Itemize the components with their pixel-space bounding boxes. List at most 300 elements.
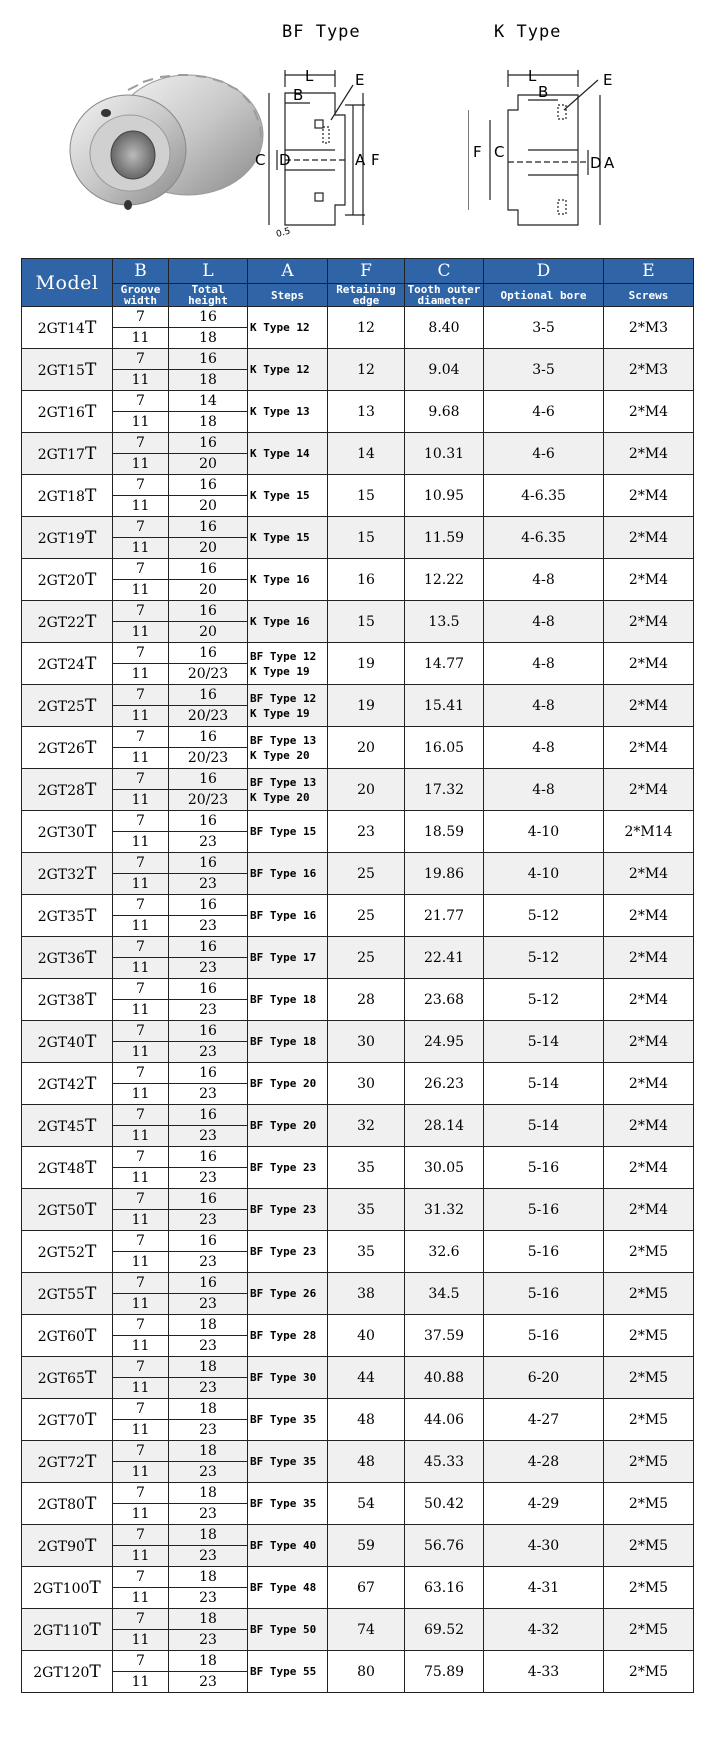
retaining-edge-cell: 48	[328, 1399, 405, 1441]
screws-cell: 2*M5	[604, 1525, 694, 1567]
groove-width-cell: 7	[113, 517, 169, 538]
groove-width-cell: 7	[113, 1525, 169, 1546]
optional-bore-cell: 4-30	[484, 1525, 604, 1567]
screws-cell: 2*M4	[604, 979, 694, 1021]
model-name: 2GT42	[37, 1076, 85, 1093]
tooth-outer-diameter-cell: 44.06	[405, 1399, 484, 1441]
groove-width-cell: 11	[113, 874, 169, 895]
total-height-cell: 23	[169, 1084, 248, 1105]
steps-value: K Type 19	[250, 664, 310, 678]
optional-bore-cell: 5-16	[484, 1231, 604, 1273]
total-height-cell: 16	[169, 1273, 248, 1294]
groove-width-cell: 7	[113, 601, 169, 622]
total-height-cell: 20	[169, 538, 248, 559]
groove-width-cell: 7	[113, 1273, 169, 1294]
optional-bore-cell: 5-14	[484, 1105, 604, 1147]
dim-d-label: D	[590, 154, 602, 172]
screws-cell: 2*M4	[604, 643, 694, 685]
groove-width-cell: 7	[113, 895, 169, 916]
model-suffix: T	[84, 443, 97, 464]
total-height-cell: 23	[169, 1336, 248, 1357]
model-cell	[22, 559, 113, 601]
steps-value: BF Type 13	[250, 775, 317, 789]
table-row	[22, 307, 694, 328]
groove-width-cell: 7	[113, 979, 169, 1000]
screws-cell: 2*M4	[604, 727, 694, 769]
model-cell	[22, 1357, 113, 1399]
groove-width-cell: 11	[113, 496, 169, 517]
groove-width-cell: 7	[113, 727, 169, 748]
groove-width-cell: 7	[113, 559, 169, 580]
screws-cell: 2*M4	[604, 1021, 694, 1063]
retaining-edge-cell: 35	[328, 1147, 405, 1189]
model-cell	[22, 1273, 113, 1315]
screws-cell: 2*M5	[604, 1315, 694, 1357]
table-row	[22, 1609, 694, 1630]
optional-bore-cell: 4-8	[484, 769, 604, 811]
model-suffix: T	[84, 947, 97, 968]
optional-bore-cell: 5-16	[484, 1315, 604, 1357]
steps-cell	[248, 1063, 328, 1105]
groove-width-cell: 11	[113, 916, 169, 937]
steps-value: BF Type 55	[250, 1665, 317, 1678]
total-height-cell: 18	[169, 412, 248, 433]
dim-f-label: F	[371, 151, 380, 169]
groove-width-cell: 11	[113, 1672, 169, 1693]
steps-cell	[248, 601, 328, 643]
total-height-cell: 16	[169, 1105, 248, 1126]
groove-width-cell: 11	[113, 832, 169, 853]
steps-value: BF Type 35	[250, 1497, 317, 1510]
retaining-edge-cell: 15	[328, 517, 405, 559]
table-row	[22, 1063, 694, 1084]
steps-cell	[248, 307, 328, 349]
screws-cell: 2*M4	[604, 1147, 694, 1189]
groove-width-cell: 7	[113, 1021, 169, 1042]
optional-bore-cell: 4-27	[484, 1399, 604, 1441]
steps-cell	[248, 1483, 328, 1525]
steps-value: BF Type 35	[250, 1455, 317, 1468]
retaining-edge-cell: 30	[328, 1021, 405, 1063]
table-row	[22, 1021, 694, 1042]
model-name: 2GT50	[37, 1202, 85, 1219]
steps-cell	[248, 349, 328, 391]
model-cell	[22, 769, 113, 811]
steps-cell	[248, 685, 328, 727]
screws-cell: 2*M4	[604, 559, 694, 601]
steps-cell	[248, 1567, 328, 1609]
model-cell	[22, 1231, 113, 1273]
steps-cell	[248, 1189, 328, 1231]
model-name: 2GT72	[37, 1454, 85, 1471]
table-row	[22, 1525, 694, 1546]
optional-bore-cell: 4-32	[484, 1609, 604, 1651]
retaining-edge-cell: 32	[328, 1105, 405, 1147]
model-name: 2GT28	[37, 782, 85, 799]
groove-width-cell: 11	[113, 538, 169, 559]
groove-width-cell: 11	[113, 1252, 169, 1273]
tooth-outer-diameter-cell: 8.40	[405, 307, 484, 349]
tooth-outer-diameter-cell: 23.68	[405, 979, 484, 1021]
groove-width-cell: 7	[113, 307, 169, 328]
model-suffix: T	[89, 1661, 101, 1682]
dim-l-label: L	[528, 67, 537, 85]
total-height-cell: 23	[169, 1588, 248, 1609]
model-cell	[22, 1483, 113, 1525]
total-height-cell: 16	[169, 349, 248, 370]
steps-cell	[248, 433, 328, 475]
steps-value: BF Type 18	[250, 1035, 317, 1048]
dim-e-label: E	[355, 71, 365, 89]
tooth-outer-diameter-cell: 45.33	[405, 1441, 484, 1483]
steps-value: BF Type 35	[250, 1413, 317, 1426]
steps-value: BF Type 30	[250, 1371, 317, 1384]
retaining-edge-cell: 59	[328, 1525, 405, 1567]
retaining-edge-cell: 13	[328, 391, 405, 433]
optional-bore-cell: 4-29	[484, 1483, 604, 1525]
steps-value: K Type 12	[250, 363, 310, 376]
bf-type-title: BF Type	[282, 22, 361, 42]
optional-bore-cell: 6-20	[484, 1357, 604, 1399]
groove-width-cell: 11	[113, 790, 169, 811]
dim-f-label: F	[473, 143, 482, 161]
groove-width-cell: 11	[113, 1420, 169, 1441]
groove-width-cell: 11	[113, 1546, 169, 1567]
total-height-cell: 16	[169, 853, 248, 874]
model-name: 2GT22	[37, 614, 85, 631]
model-name: 2GT45	[37, 1118, 85, 1135]
model-suffix: T	[84, 1199, 97, 1220]
groove-width-cell: 7	[113, 1147, 169, 1168]
total-height-cell: 23	[169, 958, 248, 979]
table-row	[22, 1441, 694, 1462]
table-row	[22, 517, 694, 538]
steps-value: BF Type 16	[250, 867, 317, 880]
optional-bore-cell: 3-5	[484, 349, 604, 391]
table-row	[22, 433, 694, 454]
groove-width-cell: 11	[113, 1378, 169, 1399]
model-suffix: T	[84, 1367, 97, 1388]
model-cell	[22, 1021, 113, 1063]
groove-width-cell: 11	[113, 1630, 169, 1651]
total-height-cell: 18	[169, 1525, 248, 1546]
tooth-outer-diameter-cell: 63.16	[405, 1567, 484, 1609]
total-height-cell: 16	[169, 517, 248, 538]
groove-width-cell: 11	[113, 1210, 169, 1231]
tooth-outer-diameter-cell: 37.59	[405, 1315, 484, 1357]
model-suffix: T	[84, 1031, 97, 1052]
total-height-cell: 20	[169, 454, 248, 475]
model-cell	[22, 1399, 113, 1441]
steps-cell	[248, 1105, 328, 1147]
model-name: 2GT52	[37, 1244, 85, 1261]
groove-width-cell: 11	[113, 1084, 169, 1105]
total-height-cell: 20/23	[169, 748, 248, 769]
total-height-cell: 16	[169, 1147, 248, 1168]
groove-width-cell: 7	[113, 1441, 169, 1462]
model-cell	[22, 1609, 113, 1651]
model-suffix: T	[84, 1493, 97, 1514]
optional-bore-cell: 5-16	[484, 1273, 604, 1315]
model-cell	[22, 1147, 113, 1189]
groove-width-cell: 7	[113, 937, 169, 958]
dim-note-label: 0.5	[275, 226, 292, 240]
steps-value: K Type 16	[250, 573, 310, 586]
tooth-outer-diameter-cell: 10.95	[405, 475, 484, 517]
tooth-outer-diameter-cell: 11.59	[405, 517, 484, 559]
steps-cell	[248, 1021, 328, 1063]
total-height-cell: 23	[169, 1042, 248, 1063]
header-steps: Steps	[248, 284, 328, 307]
screws-cell: 2*M5	[604, 1483, 694, 1525]
table-row	[22, 937, 694, 958]
header-b: B	[113, 259, 169, 284]
total-height-cell: 18	[169, 1567, 248, 1588]
steps-cell	[248, 391, 328, 433]
total-height-cell: 16	[169, 979, 248, 1000]
screws-cell: 2*M4	[604, 475, 694, 517]
model-cell	[22, 1315, 113, 1357]
total-height-cell: 23	[169, 1504, 248, 1525]
retaining-edge-cell: 14	[328, 433, 405, 475]
model-suffix: T	[84, 527, 97, 548]
model-cell	[22, 1525, 113, 1567]
model-suffix: T	[84, 1451, 97, 1472]
steps-value: BF Type 13	[250, 733, 317, 747]
total-height-cell: 16	[169, 1063, 248, 1084]
table-row	[22, 1357, 694, 1378]
table-row	[22, 1147, 694, 1168]
table-row	[22, 349, 694, 370]
total-height-cell: 23	[169, 1294, 248, 1315]
model-cell	[22, 307, 113, 349]
total-height-cell: 16	[169, 559, 248, 580]
tooth-outer-diameter-cell: 75.89	[405, 1651, 484, 1693]
table-row	[22, 601, 694, 622]
model-cell	[22, 643, 113, 685]
steps-value: BF Type 40	[250, 1539, 317, 1552]
steps-value: BF Type 48	[250, 1581, 317, 1594]
bf-type-drawing	[255, 65, 425, 240]
spec-table	[21, 258, 694, 1693]
table-row	[22, 1231, 694, 1252]
model-cell	[22, 349, 113, 391]
model-name: 2GT60	[37, 1328, 85, 1345]
groove-width-cell: 11	[113, 1588, 169, 1609]
total-height-cell: 18	[169, 1315, 248, 1336]
model-cell	[22, 979, 113, 1021]
groove-width-cell: 7	[113, 1567, 169, 1588]
groove-width-cell: 7	[113, 685, 169, 706]
retaining-edge-cell: 48	[328, 1441, 405, 1483]
total-height-cell: 23	[169, 1000, 248, 1021]
steps-value: K Type 19	[250, 706, 310, 720]
groove-width-cell: 7	[113, 1357, 169, 1378]
steps-value: BF Type 28	[250, 1329, 317, 1342]
tooth-outer-diameter-cell: 15.41	[405, 685, 484, 727]
total-height-cell: 23	[169, 1378, 248, 1399]
steps-cell	[248, 643, 328, 685]
steps-cell	[248, 895, 328, 937]
model-name: 2GT100	[33, 1580, 90, 1597]
steps-value: BF Type 23	[250, 1245, 317, 1258]
steps-cell	[248, 1357, 328, 1399]
groove-width-cell: 7	[113, 1105, 169, 1126]
model-name: 2GT110	[33, 1622, 90, 1639]
table-row	[22, 1273, 694, 1294]
screws-cell: 2*M4	[604, 769, 694, 811]
total-height-cell: 23	[169, 1252, 248, 1273]
model-cell	[22, 433, 113, 475]
steps-cell	[248, 1273, 328, 1315]
model-name: 2GT20	[37, 572, 85, 589]
model-name: 2GT16	[37, 404, 85, 421]
optional-bore-cell: 5-14	[484, 1021, 604, 1063]
groove-width-cell: 7	[113, 391, 169, 412]
optional-bore-cell: 4-10	[484, 811, 604, 853]
tooth-outer-diameter-cell: 10.31	[405, 433, 484, 475]
model-suffix: T	[84, 821, 97, 842]
groove-width-cell: 11	[113, 1000, 169, 1021]
steps-cell	[248, 1147, 328, 1189]
steps-cell	[248, 1441, 328, 1483]
tooth-outer-diameter-cell: 17.32	[405, 769, 484, 811]
groove-width-cell: 11	[113, 958, 169, 979]
retaining-edge-cell: 30	[328, 1063, 405, 1105]
tooth-outer-diameter-cell: 40.88	[405, 1357, 484, 1399]
groove-width-cell: 7	[113, 1189, 169, 1210]
dim-c-label: C	[494, 143, 505, 161]
screws-cell: 2*M4	[604, 391, 694, 433]
steps-cell	[248, 811, 328, 853]
total-height-cell: 18	[169, 1651, 248, 1672]
steps-cell	[248, 937, 328, 979]
model-suffix: T	[84, 485, 97, 506]
groove-width-cell: 7	[113, 769, 169, 790]
steps-cell	[248, 1651, 328, 1693]
total-height-cell: 18	[169, 1483, 248, 1504]
retaining-edge-cell: 35	[328, 1189, 405, 1231]
header-retaining-edge: Retaining edge	[328, 284, 405, 307]
optional-bore-cell: 4-8	[484, 727, 604, 769]
model-suffix: T	[84, 905, 97, 926]
optional-bore-cell: 4-6.35	[484, 517, 604, 559]
steps-cell	[248, 769, 328, 811]
steps-value: BF Type 15	[250, 825, 317, 838]
model-suffix: T	[84, 737, 97, 758]
model-name: 2GT38	[37, 992, 85, 1009]
tooth-outer-diameter-cell: 32.6	[405, 1231, 484, 1273]
tooth-outer-diameter-cell: 69.52	[405, 1609, 484, 1651]
total-height-cell: 16	[169, 811, 248, 832]
optional-bore-cell: 4-28	[484, 1441, 604, 1483]
retaining-edge-cell: 19	[328, 685, 405, 727]
model-suffix: T	[84, 1157, 97, 1178]
model-name: 2GT36	[37, 950, 85, 967]
model-cell	[22, 811, 113, 853]
optional-bore-cell: 5-12	[484, 895, 604, 937]
total-height-cell: 18	[169, 1399, 248, 1420]
total-height-cell: 16	[169, 601, 248, 622]
optional-bore-cell: 4-6	[484, 391, 604, 433]
header-optional-bore: Optional bore	[484, 284, 604, 307]
groove-width-cell: 7	[113, 433, 169, 454]
dim-b-label: B	[538, 83, 549, 101]
model-name: 2GT48	[37, 1160, 85, 1177]
header-f: F	[328, 259, 405, 284]
screws-cell: 2*M4	[604, 1063, 694, 1105]
model-cell	[22, 1105, 113, 1147]
tooth-outer-diameter-cell: 16.05	[405, 727, 484, 769]
optional-bore-cell: 4-8	[484, 601, 604, 643]
k-type-drawing	[468, 65, 668, 240]
total-height-cell: 14	[169, 391, 248, 412]
steps-cell	[248, 1315, 328, 1357]
model-name: 2GT17	[37, 446, 85, 463]
header-a: A	[248, 259, 328, 284]
screws-cell: 2*M4	[604, 1189, 694, 1231]
model-suffix: T	[84, 1283, 97, 1304]
steps-value: K Type 13	[250, 405, 310, 418]
model-suffix: T	[89, 1619, 101, 1640]
screws-cell: 2*M5	[604, 1357, 694, 1399]
screws-cell: 2*M4	[604, 853, 694, 895]
table-row	[22, 559, 694, 580]
total-height-cell: 16	[169, 643, 248, 664]
steps-cell	[248, 979, 328, 1021]
total-height-cell: 23	[169, 1168, 248, 1189]
groove-width-cell: 11	[113, 328, 169, 349]
groove-width-cell: 11	[113, 1294, 169, 1315]
retaining-edge-cell: 74	[328, 1609, 405, 1651]
groove-width-cell: 11	[113, 370, 169, 391]
steps-cell	[248, 517, 328, 559]
model-name: 2GT14	[37, 320, 85, 337]
retaining-edge-cell: 38	[328, 1273, 405, 1315]
model-cell	[22, 1063, 113, 1105]
total-height-cell: 16	[169, 307, 248, 328]
model-suffix: T	[84, 779, 97, 800]
model-suffix: T	[84, 611, 97, 632]
model-name: 2GT24	[37, 656, 85, 673]
optional-bore-cell: 3-5	[484, 307, 604, 349]
groove-width-cell: 11	[113, 580, 169, 601]
header-total-height: Total height	[169, 284, 248, 307]
header-tooth-outer-diameter: Tooth outer diameter	[405, 284, 484, 307]
tooth-outer-diameter-cell: 9.68	[405, 391, 484, 433]
optional-bore-cell: 4-8	[484, 643, 604, 685]
table-row	[22, 769, 694, 790]
total-height-cell: 20	[169, 496, 248, 517]
tooth-outer-diameter-cell: 12.22	[405, 559, 484, 601]
dim-d-label: D	[279, 151, 291, 169]
screws-cell: 2*M14	[604, 811, 694, 853]
model-suffix: T	[84, 1073, 97, 1094]
table-row	[22, 1651, 694, 1672]
model-suffix: T	[89, 1577, 101, 1598]
total-height-cell: 16	[169, 769, 248, 790]
groove-width-cell: 11	[113, 664, 169, 685]
table-row	[22, 1399, 694, 1420]
dim-a-label: A	[355, 151, 366, 169]
table-row	[22, 1315, 694, 1336]
model-cell	[22, 391, 113, 433]
total-height-cell: 23	[169, 1462, 248, 1483]
spec-table-body	[22, 307, 694, 1693]
optional-bore-cell: 4-6	[484, 433, 604, 475]
groove-width-cell: 7	[113, 811, 169, 832]
steps-value: K Type 16	[250, 615, 310, 628]
